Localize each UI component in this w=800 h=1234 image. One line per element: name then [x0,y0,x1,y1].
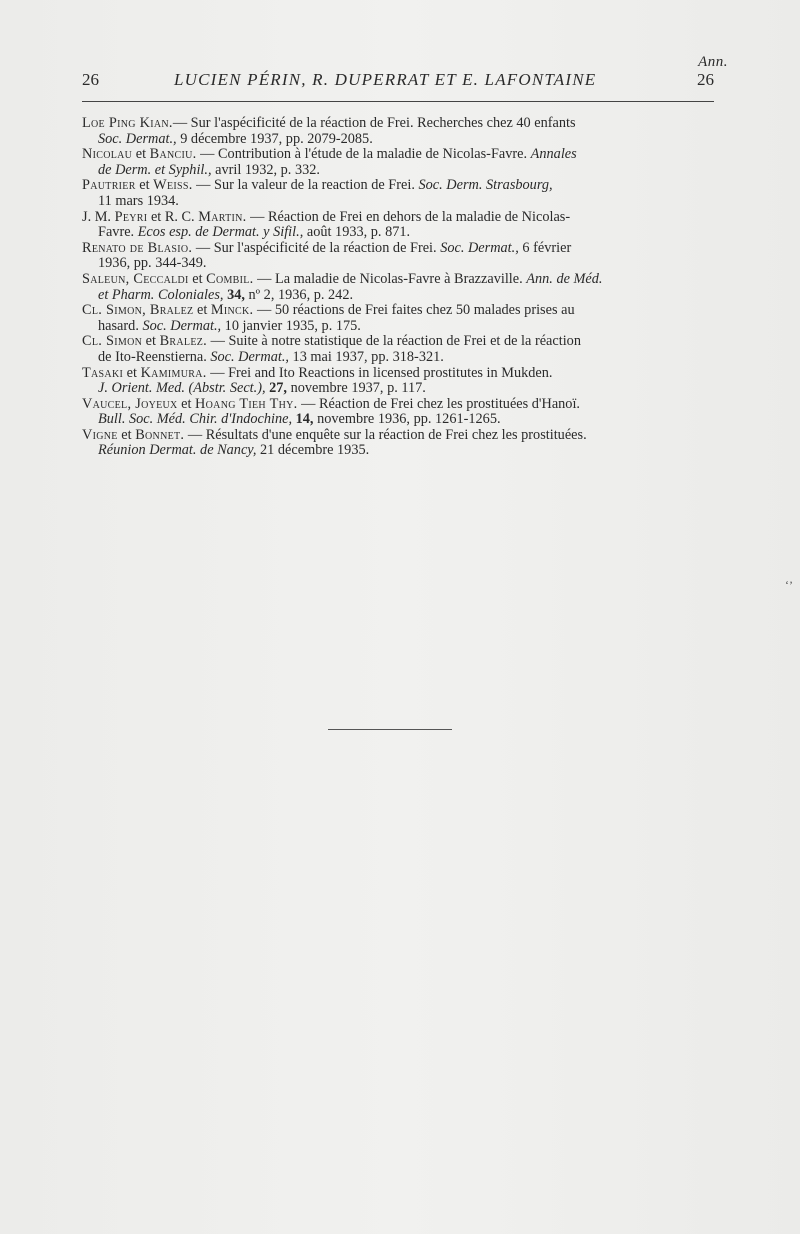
reference-entry [82,116,714,147]
reference-journal: Ecos esp. de Dermat. y Sifil., [137,224,304,241]
reference-entry [82,428,714,459]
reference-authors: Pautrier [82,177,136,194]
reference-text: hasard. [98,317,143,334]
reference-authors: Renato de Blasio. [82,239,193,256]
reference-conjunction: et [188,270,207,287]
reference-volume: 34, [223,286,245,303]
reference-text: — Réaction de Frei chez les prostituées d'Hanoï. [297,395,581,412]
page-header [82,70,714,92]
reference-authors: Kamimura. [140,364,207,381]
reference-continuation [82,412,714,428]
reference-journal: Annales [530,146,577,163]
reference-text: — Suite à notre statistique de la réaction de Frei et de la réaction [207,333,581,350]
margin-mark: ‘’ [785,578,793,592]
reference-text: — Sur l'aspécificité de la réaction de Frei. [192,239,441,256]
reference-conjunction: et [135,177,154,194]
reference-text: — Contribution à l'étude de la maladie de Nicolas-Favre. [196,146,531,163]
reference-continuation [82,381,714,397]
reference-details: 1936, pp. 344-349. [98,255,207,272]
reference-conjunction: et [117,426,136,443]
reference-continuation [82,256,714,272]
reference-journal: Soc. Derm. Strasbourg, [418,177,553,194]
reference-authors: Saleun, Ceccaldi [82,270,189,287]
reference-authors: Cl. Simon [82,333,143,350]
reference-conjunction: et [142,333,160,350]
reference-journal: de Derm. et Syphil., [98,161,212,178]
reference-journal: Soc. Dermat., [440,239,519,256]
reference-authors: Tasaki [82,364,124,381]
reference-authors: Vigne [82,426,118,443]
reference-journal: Soc. Dermat., [210,348,289,365]
reference-continuation [82,194,714,210]
reference-text: — La maladie de Nicolas-Favre à Brazzaville. [253,270,527,287]
reference-details: novembre 1936, pp. 1261-1265. [313,411,501,428]
reference-volume: 27, [265,380,288,397]
reference-journal: Soc. Dermat., [98,130,177,147]
reference-entry [82,397,714,428]
reference-details: 13 mai 1937, pp. 318-321. [288,348,444,365]
reference-entry [82,303,714,334]
reference-text: Favre. [98,224,138,241]
reference-prefix: J. M. [82,208,115,225]
reference-authors: Weiss. [153,177,193,194]
header-rule [82,101,714,102]
reference-text: 6 février [518,239,572,256]
reference-details: 11 mars 1934. [98,192,179,209]
reference-details: nº 2, 1936, p. 242. [244,286,354,303]
reference-continuation [82,319,714,335]
reference-continuation [82,288,714,304]
reference-details: 21 décembre 1935. [256,442,370,459]
reference-details: avril 1932, p. 332. [211,161,320,178]
reference-volume: 14, [292,411,314,428]
reference-entry [82,241,714,272]
running-head-right: Ann. [698,54,728,70]
reference-authors: Nicolau [82,146,133,163]
reference-entry [82,272,714,303]
reference-conjunction: et [193,302,211,319]
reference-journal: Bull. Soc. Méd. Chir. d'Indochine, [98,411,293,428]
reference-entry [82,178,714,209]
reference-journal: Soc. Dermat., [142,317,222,334]
reference-continuation [82,225,714,241]
reference-text: — Résultats d'une enquête sur la réaction de Frei chez les prostituées. [184,426,587,443]
reference-authors: Minck. [210,302,254,319]
reference-authors: Combil. [206,270,254,287]
reference-authors: Cl. Simon, Bralez [82,302,194,319]
reference-details: 9 décembre 1937, pp. 2079-2085. [176,130,373,147]
end-rule [328,729,452,730]
reference-authors: Peyri [114,208,148,225]
reference-authors: Hoang Tieh Thy. [195,395,298,412]
reference-continuation [82,163,714,179]
reference-authors: Bonnet. [135,426,185,443]
reference-journal: Réunion Dermat. de Nancy, [98,442,257,459]
reference-continuation [82,443,714,459]
reference-continuation [82,132,714,148]
reference-authors: Banciu. [149,146,197,163]
reference-details: novembre 1937, p. 117. [287,380,426,397]
reference-journal: Ann. de Méd. [526,270,603,287]
reference-text: — Sur l'aspécificité de la réaction de Frei. Recherches chez 40 enfants [172,115,576,131]
reference-conjunction: et [177,395,196,412]
page-number-right: 26 [697,70,714,89]
reference-authors: Loe Ping Kian. [82,115,173,131]
reference-list [82,116,714,459]
reference-conjunction: et R. C. [147,208,199,225]
reference-authors: Martin. [198,208,247,225]
reference-text: — Sur la valeur de la reaction de Frei. [192,177,419,194]
reference-text: — 50 réactions de Frei faites chez 50 malades prises au [253,302,575,319]
reference-journal: J. Orient. Med. (Abstr. Sect.), [98,380,266,397]
reference-details: août 1933, p. 871. [303,224,411,241]
reference-entry [82,147,714,178]
reference-text: — Réaction de Frei en dehors de la maladie de Nicolas- [246,208,571,225]
reference-entry [82,366,714,397]
reference-entry [82,210,714,241]
reference-entry [82,334,714,365]
reference-journal: et Pharm. Coloniales, [98,286,224,303]
page-number-left: 26 [82,70,99,89]
reference-text: de Ito-Reenstierna. [98,348,211,365]
reference-authors: Bralez. [159,333,208,350]
reference-text: — Frei and Ito Reactions in licensed prostitutes in Mukden. [206,364,553,381]
reference-conjunction: et [132,146,150,163]
reference-continuation [82,350,714,366]
reference-authors: Vaucel, Joyeux [82,395,178,412]
reference-details: 10 janvier 1935, p. 175. [221,317,361,334]
reference-conjunction: et [123,364,141,381]
running-title: LUCIEN PÉRIN, R. DUPERRAT ET E. LAFONTAINE [174,70,597,89]
